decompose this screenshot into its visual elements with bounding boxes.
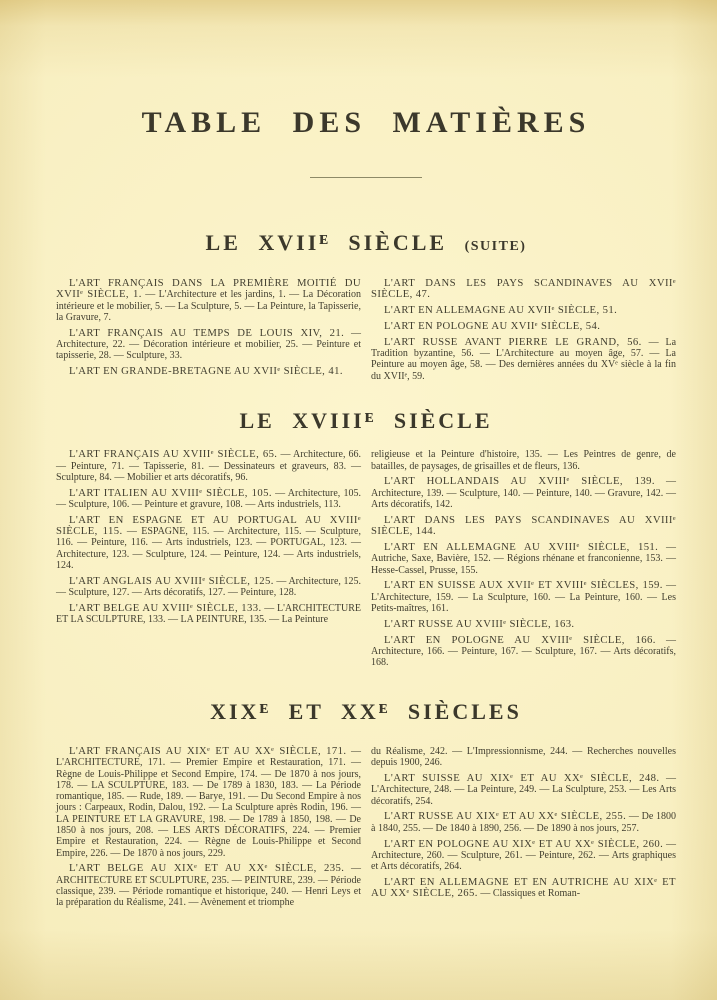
toc-entry [371,278,676,301]
entry-rest: — ESPAGNE, 115. — Architecture, 115. — Sculpture, 116. — Peinture, 116. — Arts industriels, 123. — PORTUGAL, 123. — Architecture, 123. — Sculpture, 124. — Peinture, 124. — Arts industriels, 124. [56,526,361,572]
entry-rest: — Architecture, 125. — Sculpture, 127. — Arts décoratifs, 127. — Peinture, 128. [56,575,362,599]
toc-entry [371,337,676,382]
toc-entry [371,811,676,834]
column-right [371,746,676,913]
toc-entry [371,515,676,538]
entry-lead: L'ART EN ALLEMAGNE AU XVIIIᵉ SIÈCLE, 151. [384,540,659,553]
entry-rest: — L'ARCHITECTURE ET LA SCULPTURE, 133. — LA PEINTURE, 135. — La Peinture [56,602,361,626]
column-left [56,746,361,913]
entry-rest: — Architecture, 166. — Peinture, 167. — Sculpture, 167. — Arts décoratifs, 168. [371,634,676,669]
column-right [371,449,676,673]
entry-lead: L'ART EN ALLEMAGNE AU XVIIᵉ SIÈCLE, 51. [384,304,618,317]
entry-lead: L'ART EN ESPAGNE ET AU PORTUGAL AU XVIIIᵉ SIÈCLE, 115. [56,513,361,538]
toc-entry [371,877,676,900]
column-left [56,278,361,386]
section-columns-xviii [56,449,676,673]
entry-rest: — De 1800 à 1840, 255. — De 1840 à 1890, 256. — De 1890 à nos jours, 257. [371,811,676,834]
entry-lead: L'ART RUSSE AU XIXᵉ ET AU XXᵉ SIÈCLE, 255. [384,810,627,823]
entry-rest: — Architecture, 22. — Décoration intérieure et mobilier, 25. — Peinture et tapisserie, 28. — Sculpture, 33. [56,327,361,362]
section-columns-xix-xx [56,746,676,913]
entry-rest: du Réalisme, 242. — L'Impressionnisme, 244. — Recherches nouvelles depuis 1900, 246. [371,745,676,769]
entry-rest: — La Tradition byzantine, 56. — L'Architecture au moyen âge, 57. — La Peinture au moyen âge, 58. — Des dernières années du XVᵉ siècle à la fin du XVIIᵉ, 59. [371,336,677,382]
toc-entry [371,321,676,332]
section-heading-text: LE XVIIᴱ SIÈCLE [205,230,448,255]
toc-entry [371,476,676,510]
entry-rest: — L'Architecture, 159. — La Sculpture, 160. — La Peinture, 160. — Les Petits-maîtres, 161. [371,580,677,614]
section-heading-text: LE XVIIIᴱ SIÈCLE [239,408,493,434]
entry-lead: L'ART EN POLOGNE AU XVIIᵉ SIÈCLE, 54. [384,319,601,332]
toc-entry-continuation [371,746,676,769]
toc-entry [56,603,361,626]
toc-entry [56,328,361,362]
section-heading-text: XIXᴱ ET XXᴱ SIÈCLES [210,698,522,724]
column-right [371,278,676,386]
entry-lead: L'ART RUSSE AU XVIIIᵉ SIÈCLE, 163. [384,617,575,630]
entry-lead: L'ART EN GRANDE-BRETAGNE AU XVIIᵉ SIÈCLE, 41. [69,365,343,378]
entry-lead: L'ART EN ALLEMAGNE ET EN AUTRICHE AU XIXᵉ ET AU XXᵉ SIÈCLE, 265. [371,875,676,900]
entry-rest: — Classiques et Roman- [480,888,581,900]
section-heading-xvii [56,230,676,256]
toc-entry [56,366,361,377]
entry-lead: L'ART ANGLAIS AU XVIIIᵉ SIÈCLE, 125. [69,574,274,587]
entry-lead: L'ART FRANÇAIS AU XVIIIᵉ SIÈCLE, 65. [69,448,278,461]
toc-entry [371,839,676,873]
toc-entry [56,278,361,323]
entry-rest: — Autriche, Saxe, Bavière, 152. — Régions rhénane et franconienne, 153. — Hesse-Cassel, Prusse, 155. [371,541,676,576]
entry-lead: L'ART RUSSE AVANT PIERRE LE GRAND, 56. [384,335,642,348]
entry-rest: — L'ARCHITECTURE, 171. — Premier Empire et Restauration, 171. — Règne de Louis-Philippe et Second Empire, 174. — De 1870 à nos jours, 178. — LA SCULPTURE, 183. — De 1789 à 1830, 183. — La Période romantique, 185. — Rude, 189. — Barye, 191. — Du Second Empire à nos jours : Carpeaux, Rodin, Dalou, 192. — La Sculpture après Rodin, 196. — LA PEINTURE ET LA GRAVURE, 198. — De 1789 à 1850, 198. — De 1850 à nos jours, 208. — LES ARTS DÉCORATIFS, 224. — Premier Empire et Restauration, 224. — Règne de Louis-Philippe et Second Empire, 226. — De 1870 à nos jours, 229. [56,745,361,859]
section-heading-suffix: (SUITE) [464,239,527,254]
entry-lead: L'ART EN POLOGNE AU XVIIIᵉ SIÈCLE, 166. [384,633,656,646]
title-divider-rule [310,177,422,178]
entry-rest: — L'Architecture, 248. — La Peinture, 249. — La Sculpture, 253. — Les Arts décoratifs, 254. [371,773,677,807]
toc-entry [371,305,676,316]
entry-lead: L'ART EN POLOGNE AU XIXᵉ ET AU XXᵉ SIÈCLE, 260. [384,837,664,850]
toc-entry [371,580,676,614]
toc-entry [371,619,676,630]
section-heading-xviii [56,408,676,434]
entry-lead: L'ART DANS LES PAYS SCANDINAVES AU XVIIIᵉ SIÈCLE, 144. [371,513,676,538]
entry-lead: L'ART DANS LES PAYS SCANDINAVES AU XVIIᵉ SIÈCLE, 47. [371,277,676,301]
toc-entry [56,746,361,859]
entry-rest: — Architecture, 66. — Peinture, 71. — Tapisserie, 81. — Dessinateurs et graveurs, 83. — Sculpture, 84. — Mobilier et arts décoratifs, 96. [56,449,362,483]
toc-entry [56,863,361,908]
toc-entry [56,449,361,483]
toc-entry [371,542,676,576]
entry-rest: — Architecture, 105. — Sculpture, 106. — Peinture et gravure, 108. — Arts industriels, 113. [56,487,361,511]
entry-rest: — ARCHITECTURE ET SCULPTURE, 235. — PEINTURE, 239. — Période classique, 239. — Période romantique et historique, 240. — Henri Leys et la préparation du Réalisme, 241. — Avènement et triomphe [56,863,361,909]
toc-entry [56,576,361,599]
page-title: TABLE DES MATIÈRES [141,106,591,139]
entry-lead: L'ART SUISSE AU XIXᵉ ET AU XXᵉ SIÈCLE, 248. [384,772,660,785]
entry-rest: — Architecture, 139. — Sculpture, 140. — Peinture, 140. — Gravure, 142. — Arts décoratifs, 142. [371,476,676,511]
toc-entry [56,515,361,571]
entry-lead: L'ART FRANÇAIS DANS LA PREMIÈRE MOITIÉ DU XVIIᵉ SIÈCLE, 1. [56,277,361,301]
section-heading-xix-xx [56,699,676,725]
entry-lead: L'ART EN SUISSE AUX XVIIᵉ ET XVIIIᵉ SIÈCLES, 159. [384,579,663,592]
toc-entry [371,635,676,669]
entry-lead: L'ART ITALIEN AU XVIIIᵉ SIÈCLE, 105. [69,486,272,499]
entry-lead: L'ART FRANÇAIS AU XIXᵉ ET AU XXᵉ SIÈCLE, 171. [69,744,347,757]
entry-lead: L'ART FRANÇAIS AU TEMPS DE LOUIS XIV, 21. [69,326,345,339]
entry-lead: L'ART BELGE AU XVIIIᵉ SIÈCLE, 133. [69,601,262,614]
toc-entry [56,488,361,511]
entry-lead: L'ART BELGE AU XIXᵉ ET AU XXᵉ SIÈCLE, 235. [69,862,345,875]
section-columns-xvii [56,278,676,386]
column-left [56,449,361,673]
toc-entry [371,773,676,807]
entry-lead: L'ART HOLLANDAIS AU XVIIIᵉ SIÈCLE, 139. [384,475,655,488]
entry-rest: religieuse et la Peinture d'histoire, 135. — Les Peintres de genre, de batailles, de paysages, de grisailles et de fleurs, 136. [371,449,676,472]
entry-rest: — Architecture, 260. — Sculpture, 261. — Peinture, 262. — Arts graphiques et Arts décoratifs, 264. [371,838,676,873]
entry-rest: — L'Architecture et les jardins, 1. — La Décoration intérieure et le mobilier, 5. — La Sculpture, 5. — La Peinture, la Tapisserie, la Gravure, 7. [56,289,361,323]
toc-entry-continuation [371,449,676,472]
